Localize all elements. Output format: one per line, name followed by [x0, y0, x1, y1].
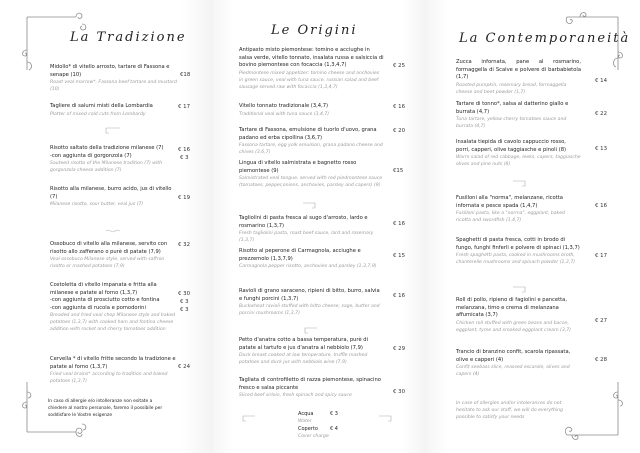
divider-ornament-icon	[511, 178, 529, 188]
dish-translation: Fresh spaghetti pasta, cooked in mushrooms broth, chanterelle mushrooms and spinach powder (1,3,7)	[456, 253, 576, 266]
dish-addition: -con aggiunta di rucola e pomodorini	[50, 304, 146, 311]
menu-item	[239, 377, 384, 399]
dish-name: Antipasto misto piemontese: tomino e acciughe in salsa verde, vitello tonnato, insalata russa e salsiccia di bovino piemontese con focaccia (1,3,4,7)	[239, 47, 384, 69]
dish-name: Vitello tonnato tradizionale (3,4,7)	[239, 103, 329, 109]
dish-name: Risotto alla milanese, burro acido, jus di vitello (7)	[50, 186, 172, 200]
dish-price: € 25	[393, 63, 406, 69]
dish-price: € 20	[393, 128, 406, 134]
dish-translation: Confit seebass slice, reassed escarole, olives and capers (4)	[456, 365, 570, 378]
dish-translation: Piedmontese mixed appetizer: tomino cheese and anchovies in green sauce, veal with tuna sauce, russian salad and beef sausage served raw with focaccia (1,3,4,7)	[239, 70, 380, 90]
dish-addition: -con aggiunta di gorgonzola (7)	[50, 152, 132, 159]
dish-price: € 30	[178, 291, 191, 297]
extra-name: Coperto	[298, 426, 318, 432]
dish-price: € 30	[393, 389, 406, 395]
menu-item	[50, 103, 178, 118]
menu-item	[239, 103, 384, 118]
dish-price: € 14	[595, 78, 608, 84]
dish-translation: Sliced beef sirloin, fresh spinach and spicy sauce	[239, 393, 352, 399]
dish-price: € 16	[393, 221, 406, 227]
menu-item	[456, 195, 581, 224]
panel-la-tradizione	[0, 0, 213, 453]
dish-price: € 28	[595, 357, 608, 363]
dish-name: Midollo* di vitello arrosto, tartare di Fassona e senape (10)	[50, 64, 170, 78]
dish-price: € 16	[595, 203, 608, 209]
menu-item	[50, 64, 178, 93]
divider-ornament-icon	[511, 284, 529, 294]
dish-name: Risotto saltato della tradizione milanese (7)	[50, 145, 164, 151]
dish-name: Ossobuco di vitello alla milanese, servito con risotto allo zafferano o purè di patate (7,9)	[50, 241, 168, 255]
menu-item	[456, 349, 581, 378]
dish-name: Ravioli di grano saraceno, ripieni di bitto, burro, salvia e funghi porcini (1,3,7)	[239, 288, 380, 302]
dish-name: Trancio di branzino confit, scarola ripassata, olive e capperi (4)	[456, 349, 571, 363]
panel-title: Le Origini	[271, 23, 358, 38]
menu-item	[456, 59, 581, 96]
extra-name: Acqua	[298, 411, 314, 417]
dish-name: Cervella * di vitello fritte secondo la tradizione e patate al forno (1,3,7)	[50, 356, 176, 370]
dish-name: Costoletta di vitello impanata e fritta alla milanese e patate al forno (1,3,7)	[50, 282, 157, 296]
dish-translation: Milanese risotto, sour butter, veal jus (7)	[50, 202, 144, 208]
menu-item	[239, 215, 384, 244]
menu-item	[239, 127, 384, 156]
menu-item	[239, 288, 384, 317]
dish-price: € 16	[393, 293, 406, 299]
dish-name: Risotto al peperone di Carmagnola, acciughe e prezzemolo (1,3,7,9)	[239, 248, 361, 262]
dish-translation: Roast veal marrow*, Fassona beef tartare and mustard (10)	[50, 80, 177, 93]
divider-ornament-icon	[104, 226, 122, 234]
dish-price: € 29	[393, 346, 406, 352]
dish-price: € 17	[595, 253, 608, 259]
dish-price: € 16	[393, 104, 406, 110]
dish-name: Roll di pollo, ripieno di fagiolini e pancetta, melanzana, timo e crema di melanzana affumicata (3,7)	[456, 297, 567, 319]
dish-translation: Warm salad of red cabbage, leeks, capers, taggiasche olives and pine nuts (8)	[456, 155, 581, 168]
dish-name: Tagliolini di pasta fresca al sugo d'arrosto, lardo e rosmarino (1,3,7)	[239, 215, 368, 229]
extra-translation: Water	[298, 419, 312, 424]
extra-price: € 3	[330, 411, 338, 417]
dish-price: € 27	[595, 318, 608, 324]
extra-price: € 4	[330, 426, 338, 432]
menu-item	[239, 248, 384, 270]
addition-price: € 3	[180, 155, 189, 161]
divider-ornament-icon	[301, 325, 319, 335]
dish-price: €18	[180, 72, 191, 78]
allergy-note: In caso di allergie e/o intolleranze non esitate a chiedere al nostro personale, faremo il possibile per soddisfare le Vostre esigenze	[48, 399, 163, 418]
allergy-note-english: In case of allergies and/or intolerances do not hesitate to ask our staff, we will do everything possible to satisfy your needs	[456, 401, 563, 420]
addition-price: € 3	[180, 307, 189, 313]
dish-translation: Chicken roll stuffed with green beans and bacon, eggplant, tyme and smoked eggplant cream (3,7)	[456, 320, 571, 333]
panel-title: La Tradizione	[70, 30, 187, 45]
menu-item	[50, 241, 178, 270]
dish-name: Tagliata di controfiletto di razza piemontese, spinacino fresco e salsa piccante	[239, 377, 381, 391]
menu-item	[456, 297, 581, 334]
dish-addition: -con aggiunta di prosciutto cotto e fontina	[50, 297, 160, 304]
dish-translation: Traditional veal with tuna sauce (3,4,7)	[239, 111, 330, 117]
dish-name: Tartare di Fassona, emulsione di tuorlo d'uovo, grana padano ed erba cipollina (3,6,7)	[239, 127, 377, 141]
dish-translation: Veal ossobuco Milanese style, served with saffron risotto or mashed potatoes (7,9)	[50, 257, 165, 270]
dish-translation: Fresh tagliolini pasta, roast beef sauce, lard and rosemary (1,3,7)	[239, 231, 374, 244]
menu-item	[239, 160, 384, 189]
extra-translation: Cover charge	[298, 434, 329, 439]
panel-title: La Contemporaneità	[459, 31, 631, 46]
dish-translation: Roasted pumpkin, rosemary bread, formaggella cheese and beet powder (1,7)	[456, 82, 567, 95]
menu-item	[456, 237, 581, 266]
dish-name: Tartare di tonno*, salsa al datterino giallo e burrata (4,7)	[456, 101, 569, 115]
divider-ornament-icon	[301, 200, 319, 210]
dish-translation: Fusilloni pasta, like a "norma", eggplant, baked ricotta and swordfish (1,4,7)	[456, 211, 565, 224]
divider-ornament-icon	[377, 413, 395, 423]
dish-translation: Buckwheat ravioli stuffed with bitto cheese, sage, butter and porcini mushrooms (1,3,7)	[239, 304, 380, 317]
dish-translation: Sauteed risotto of the Milanese tradition (7) with gorgonzola cheese addition (7)	[50, 161, 163, 174]
dish-translation: Fassona tartare, egg yolk emulsion, grana padano cheese and chives (3,6,7)	[239, 143, 383, 156]
dish-price: € 32	[178, 242, 191, 248]
dish-price: € 16	[178, 147, 191, 153]
dish-price: € 15	[393, 253, 406, 259]
dish-name: Insalata tiepida di cavolo cappuccio rosso, porri, capperi, olive taggiasche e pinoli (8)	[456, 139, 567, 153]
dish-name: Tagliere di salumi misti della Lombardia	[50, 103, 153, 109]
menu-item	[239, 337, 384, 366]
dish-name: Spaghetti di pasta fresca, cotti in brodo di fungo, funghi finferli e polvere di spinaci (1,3,7)	[456, 237, 580, 251]
menu-item	[50, 145, 178, 174]
panel-la-contemporaneita	[427, 0, 640, 453]
dish-price: €15	[393, 168, 404, 174]
dish-translation: Fried veal brains* according to tradition and baked potatoes (1,3,7)	[50, 372, 168, 385]
dish-translation: Carmagnola pepper risotto, anchovies and parsley (1,3,7,9)	[239, 264, 377, 270]
divider-ornament-icon	[239, 413, 257, 423]
dish-price: € 22	[595, 111, 608, 117]
dish-name: Fusilloni alla "norma", melanzane, ricotta infornata e pesce spada (1,4,7)	[456, 195, 563, 209]
menu-item	[50, 186, 178, 208]
addition-price: € 3	[180, 299, 189, 305]
menu-item	[50, 282, 178, 333]
menu-item	[456, 101, 581, 130]
dish-name: Lingua di vitello salmistrata e bagnetto rosso piemontese (9)	[239, 160, 357, 174]
dish-translation: Duck breast cooked at low temperature, truffle mashed potatoes and duck jus with nebbiolo wine (7,9)	[239, 353, 368, 366]
dish-translation: Platter of mixed cold cuts from Lombardy	[50, 111, 146, 117]
dish-price: € 17	[178, 104, 191, 110]
corner-ornament-bottom-right-icon	[562, 380, 632, 445]
panel-le-origini	[213, 0, 427, 453]
dish-price: € 19	[178, 195, 191, 201]
dish-name: Petto d'anatra cotto a bassa temperatura, purè di patate al tartufo e jus d'anatra al nebbiolo (7,9)	[239, 337, 369, 351]
menu-item	[239, 47, 384, 91]
dish-translation: Tuna tartare, yellow cherry tomatoes sauce and burrata (4,7)	[456, 117, 567, 130]
dish-price: € 13	[595, 146, 608, 152]
dish-translation: Breaded and fried veal chop Milanese style and baked potatoes (1,3,7) with cooked ham and fontina cheese addition with rocket and cherry tomatoes addition	[50, 313, 176, 333]
dish-name: Zucca infornata, pane al rosmarino, formaggella di Scalve e polvere di barbabietola (1,7)	[456, 59, 581, 81]
menu-item	[456, 139, 581, 168]
dish-translation: Salmistrated veal tongue, served with red piedmontese sauce (tomatoes, pepper,onions, anchovies, parsley and capers) (9)	[239, 176, 383, 189]
dish-price: € 24	[178, 364, 191, 370]
divider-ornament-icon	[104, 126, 122, 134]
